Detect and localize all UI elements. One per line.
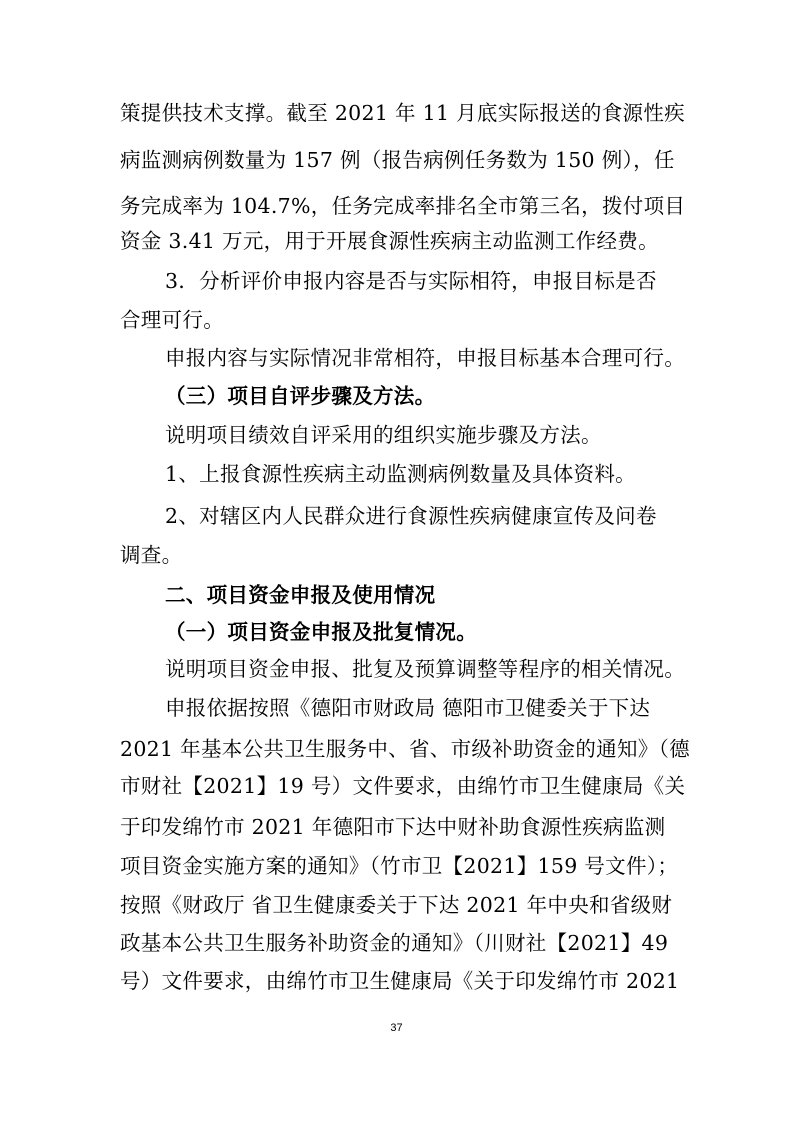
body-paragraph-line: 申报内容与实际情况非常相符，申报目标基本合理可行。	[165, 346, 685, 370]
page-number: 37	[390, 1022, 403, 1034]
body-paragraph-line: 务完成率为 104.7%，任务完成率排名全市第三名，拨付项目	[120, 194, 686, 218]
body-paragraph-line: 申报依据按照《德阳市财政局 德阳市卫健委关于下达	[165, 696, 651, 720]
body-paragraph-line: 市财社【2021】19 号）文件要求，由绵竹市卫生健康局《关	[120, 774, 686, 798]
chapter-heading-2: 二、项目资金申报及使用情况	[165, 583, 436, 607]
body-paragraph-line: 资金 3.41 万元，用于开展食源性疾病主动监测工作经费。	[120, 229, 659, 253]
list-item-1: 1、上报食源性疾病主动监测病例数量及具体资料。	[165, 462, 636, 486]
body-paragraph-line: 于印发绵竹市 2021 年德阳市下达中财补助食源性疾病监测	[120, 815, 666, 839]
body-paragraph-line: 说明项目资金申报、批复及预算调整等程序的相关情况。	[165, 657, 685, 681]
section-heading-1: （一）项目资金申报及批复情况。	[165, 620, 477, 644]
body-paragraph-line: 合理可行。	[120, 308, 224, 332]
body-paragraph-line: 号）文件要求，由绵竹市卫生健康局《关于印发绵竹市 2021	[120, 969, 680, 993]
body-paragraph-line: 病监测病例数量为 157 例（报告病例任务数为 150 例），任	[120, 148, 675, 172]
body-paragraph-line: 说明项目绩效自评采用的组织实施步骤及方法。	[165, 423, 602, 447]
body-paragraph-line: 按照《财政厅 省卫生健康委关于下达 2021 年中央和省级财	[120, 893, 673, 917]
body-paragraph-line: 政基本公共卫生服务补助资金的通知》（川财社【2021】49	[120, 931, 669, 955]
section-heading-3: （三）项目自评步骤及方法。	[165, 384, 436, 408]
body-paragraph-line: 策提供技术支撑。截至 2021 年 11 月底实际报送的食源性疾	[120, 101, 685, 125]
numbered-item-3: 3．分析评价申报内容是否与实际相符，申报目标是否	[165, 269, 657, 293]
body-paragraph-line: 2021 年基本公共卫生服务中、省、市级补助资金的通知》（德	[120, 737, 690, 761]
body-paragraph-line: 调查。	[120, 543, 183, 567]
body-paragraph-line: 项目资金实施方案的通知》（竹市卫【2021】159 号文件）；	[120, 854, 679, 878]
list-item-2: 2、对辖区内人民群众进行食源性疾病健康宣传及问卷	[165, 504, 657, 528]
